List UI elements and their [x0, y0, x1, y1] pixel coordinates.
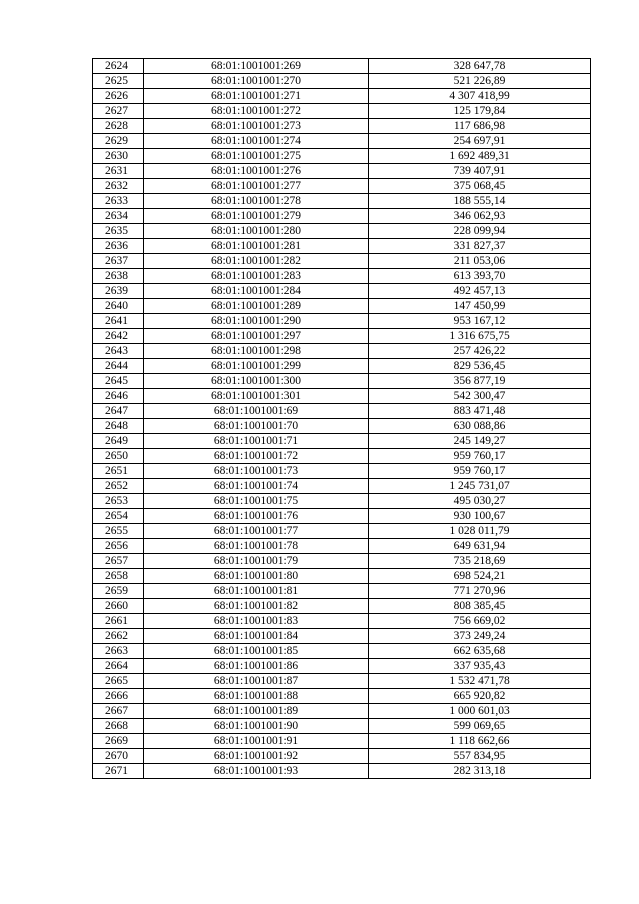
table-row — [93, 254, 591, 269]
table-row — [93, 524, 591, 539]
cadastral-number-cell: 68:01:1001001:88 — [144, 689, 369, 704]
row-number-cell: 2636 — [93, 239, 144, 254]
cadastral-number-cell: 68:01:1001001:76 — [144, 509, 369, 524]
cadastral-number-cell: 68:01:1001001:90 — [144, 719, 369, 734]
cadastral-number-cell: 68:01:1001001:91 — [144, 734, 369, 749]
table-row — [93, 449, 591, 464]
cadastral-number-cell: 68:01:1001001:79 — [144, 554, 369, 569]
row-number-cell: 2659 — [93, 584, 144, 599]
cadastral-number-cell: 68:01:1001001:278 — [144, 194, 369, 209]
cadastral-value-cell: 649 631,94 — [369, 539, 591, 554]
cadastral-value-cell: 228 099,94 — [369, 224, 591, 239]
table-row — [93, 764, 591, 779]
cadastral-value-cell: 356 877,19 — [369, 374, 591, 389]
row-number-cell: 2644 — [93, 359, 144, 374]
table-row — [93, 719, 591, 734]
cadastral-number-cell: 68:01:1001001:84 — [144, 629, 369, 644]
cadastral-value-cell: 245 149,27 — [369, 434, 591, 449]
row-number-cell: 2629 — [93, 134, 144, 149]
row-number-cell: 2669 — [93, 734, 144, 749]
cadastral-value-cell: 4 307 418,99 — [369, 89, 591, 104]
cadastral-number-cell: 68:01:1001001:284 — [144, 284, 369, 299]
cadastral-value-cell: 188 555,14 — [369, 194, 591, 209]
table-row — [93, 314, 591, 329]
table-row — [93, 494, 591, 509]
cadastral-value-cell: 1 118 662,66 — [369, 734, 591, 749]
cadastral-value-cell: 1 000 601,03 — [369, 704, 591, 719]
cadastral-number-cell: 68:01:1001001:275 — [144, 149, 369, 164]
cadastral-number-cell: 68:01:1001001:69 — [144, 404, 369, 419]
table-row — [93, 704, 591, 719]
cadastral-value-cell: 125 179,84 — [369, 104, 591, 119]
table-row — [93, 569, 591, 584]
row-number-cell: 2642 — [93, 329, 144, 344]
table-row — [93, 299, 591, 314]
cadastral-number-cell: 68:01:1001001:290 — [144, 314, 369, 329]
cadastral-number-cell: 68:01:1001001:283 — [144, 269, 369, 284]
row-number-cell: 2643 — [93, 344, 144, 359]
cadastral-number-cell: 68:01:1001001:81 — [144, 584, 369, 599]
table-row — [93, 434, 591, 449]
cadastral-value-cell: 1 532 471,78 — [369, 674, 591, 689]
cadastral-number-cell: 68:01:1001001:300 — [144, 374, 369, 389]
row-number-cell: 2649 — [93, 434, 144, 449]
cadastral-number-cell: 68:01:1001001:269 — [144, 59, 369, 74]
cadastral-value-cell: 662 635,68 — [369, 644, 591, 659]
table-row — [93, 194, 591, 209]
row-number-cell: 2667 — [93, 704, 144, 719]
table-row — [93, 464, 591, 479]
cadastral-value-cell: 698 524,21 — [369, 569, 591, 584]
cadastral-value-cell: 328 647,78 — [369, 59, 591, 74]
row-number-cell: 2638 — [93, 269, 144, 284]
cadastral-value-cell: 630 088,86 — [369, 419, 591, 434]
table-row — [93, 749, 591, 764]
cadastral-value-cell: 599 069,65 — [369, 719, 591, 734]
cadastral-value-cell: 808 385,45 — [369, 599, 591, 614]
row-number-cell: 2632 — [93, 179, 144, 194]
table-row — [93, 404, 591, 419]
cadastral-value-table — [92, 58, 591, 779]
row-number-cell: 2666 — [93, 689, 144, 704]
cadastral-number-cell: 68:01:1001001:273 — [144, 119, 369, 134]
cadastral-number-cell: 68:01:1001001:75 — [144, 494, 369, 509]
cadastral-value-cell: 373 249,24 — [369, 629, 591, 644]
table-row — [93, 209, 591, 224]
cadastral-number-cell: 68:01:1001001:89 — [144, 704, 369, 719]
row-number-cell: 2641 — [93, 314, 144, 329]
cadastral-number-cell: 68:01:1001001:274 — [144, 134, 369, 149]
table-row — [93, 284, 591, 299]
cadastral-number-cell: 68:01:1001001:77 — [144, 524, 369, 539]
cadastral-number-cell: 68:01:1001001:85 — [144, 644, 369, 659]
row-number-cell: 2650 — [93, 449, 144, 464]
cadastral-value-cell: 771 270,96 — [369, 584, 591, 599]
cadastral-number-cell: 68:01:1001001:78 — [144, 539, 369, 554]
row-number-cell: 2662 — [93, 629, 144, 644]
row-number-cell: 2640 — [93, 299, 144, 314]
table-row — [93, 329, 591, 344]
table-row — [93, 599, 591, 614]
cadastral-number-cell: 68:01:1001001:280 — [144, 224, 369, 239]
table-row — [93, 344, 591, 359]
cadastral-value-cell: 613 393,70 — [369, 269, 591, 284]
cadastral-number-cell: 68:01:1001001:72 — [144, 449, 369, 464]
table-row — [93, 734, 591, 749]
cadastral-value-cell: 254 697,91 — [369, 134, 591, 149]
cadastral-number-cell: 68:01:1001001:70 — [144, 419, 369, 434]
table-row — [93, 149, 591, 164]
row-number-cell: 2645 — [93, 374, 144, 389]
table-row — [93, 374, 591, 389]
row-number-cell: 2661 — [93, 614, 144, 629]
cadastral-number-cell: 68:01:1001001:281 — [144, 239, 369, 254]
cadastral-number-cell: 68:01:1001001:71 — [144, 434, 369, 449]
row-number-cell: 2639 — [93, 284, 144, 299]
row-number-cell: 2626 — [93, 89, 144, 104]
cadastral-number-cell: 68:01:1001001:272 — [144, 104, 369, 119]
row-number-cell: 2671 — [93, 764, 144, 779]
cadastral-value-cell: 557 834,95 — [369, 749, 591, 764]
table-row — [93, 419, 591, 434]
cadastral-value-cell: 665 920,82 — [369, 689, 591, 704]
cadastral-value-cell: 829 536,45 — [369, 359, 591, 374]
cadastral-number-cell: 68:01:1001001:73 — [144, 464, 369, 479]
table-row — [93, 269, 591, 284]
table-row — [93, 164, 591, 179]
row-number-cell: 2651 — [93, 464, 144, 479]
row-number-cell: 2670 — [93, 749, 144, 764]
cadastral-number-cell: 68:01:1001001:86 — [144, 659, 369, 674]
table-row — [93, 74, 591, 89]
cadastral-number-cell: 68:01:1001001:276 — [144, 164, 369, 179]
cadastral-number-cell: 68:01:1001001:298 — [144, 344, 369, 359]
row-number-cell: 2628 — [93, 119, 144, 134]
table-row — [93, 659, 591, 674]
cadastral-number-cell: 68:01:1001001:87 — [144, 674, 369, 689]
table-row — [93, 629, 591, 644]
row-number-cell: 2664 — [93, 659, 144, 674]
cadastral-number-cell: 68:01:1001001:297 — [144, 329, 369, 344]
row-number-cell: 2648 — [93, 419, 144, 434]
table-row — [93, 224, 591, 239]
table-row — [93, 554, 591, 569]
table-body — [93, 59, 591, 779]
cadastral-number-cell: 68:01:1001001:282 — [144, 254, 369, 269]
cadastral-value-cell: 959 760,17 — [369, 449, 591, 464]
table-row — [93, 674, 591, 689]
row-number-cell: 2660 — [93, 599, 144, 614]
table-row — [93, 509, 591, 524]
row-number-cell: 2633 — [93, 194, 144, 209]
table-row — [93, 59, 591, 74]
table-row — [93, 389, 591, 404]
cadastral-value-cell: 735 218,69 — [369, 554, 591, 569]
cadastral-number-cell: 68:01:1001001:289 — [144, 299, 369, 314]
row-number-cell: 2630 — [93, 149, 144, 164]
cadastral-number-cell: 68:01:1001001:301 — [144, 389, 369, 404]
cadastral-number-cell: 68:01:1001001:74 — [144, 479, 369, 494]
cadastral-value-cell: 147 450,99 — [369, 299, 591, 314]
cadastral-number-cell: 68:01:1001001:277 — [144, 179, 369, 194]
cadastral-number-cell: 68:01:1001001:271 — [144, 89, 369, 104]
cadastral-value-cell: 1 245 731,07 — [369, 479, 591, 494]
row-number-cell: 2627 — [93, 104, 144, 119]
cadastral-value-cell: 1 028 011,79 — [369, 524, 591, 539]
table-row — [93, 689, 591, 704]
cadastral-value-cell: 953 167,12 — [369, 314, 591, 329]
table-row — [93, 479, 591, 494]
table-row — [93, 119, 591, 134]
cadastral-number-cell: 68:01:1001001:93 — [144, 764, 369, 779]
cadastral-value-cell: 1 316 675,75 — [369, 329, 591, 344]
cadastral-value-cell: 883 471,48 — [369, 404, 591, 419]
table-row — [93, 584, 591, 599]
row-number-cell: 2635 — [93, 224, 144, 239]
row-number-cell: 2657 — [93, 554, 144, 569]
cadastral-value-cell: 346 062,93 — [369, 209, 591, 224]
cadastral-value-cell: 211 053,06 — [369, 254, 591, 269]
cadastral-number-cell: 68:01:1001001:80 — [144, 569, 369, 584]
row-number-cell: 2658 — [93, 569, 144, 584]
cadastral-value-cell: 492 457,13 — [369, 284, 591, 299]
cadastral-number-cell: 68:01:1001001:270 — [144, 74, 369, 89]
cadastral-value-cell: 930 100,67 — [369, 509, 591, 524]
table-row — [93, 104, 591, 119]
cadastral-value-cell: 521 226,89 — [369, 74, 591, 89]
row-number-cell: 2646 — [93, 389, 144, 404]
row-number-cell: 2655 — [93, 524, 144, 539]
cadastral-value-cell: 257 426,22 — [369, 344, 591, 359]
cadastral-value-cell: 1 692 489,31 — [369, 149, 591, 164]
cadastral-value-cell: 959 760,17 — [369, 464, 591, 479]
table-row — [93, 134, 591, 149]
row-number-cell: 2654 — [93, 509, 144, 524]
cadastral-number-cell: 68:01:1001001:83 — [144, 614, 369, 629]
row-number-cell: 2647 — [93, 404, 144, 419]
table-row — [93, 644, 591, 659]
cadastral-value-cell: 282 313,18 — [369, 764, 591, 779]
cadastral-value-cell: 331 827,37 — [369, 239, 591, 254]
cadastral-number-cell: 68:01:1001001:299 — [144, 359, 369, 374]
table-row — [93, 89, 591, 104]
cadastral-value-cell: 337 935,43 — [369, 659, 591, 674]
cadastral-value-cell: 375 068,45 — [369, 179, 591, 194]
table-row — [93, 179, 591, 194]
table-row — [93, 614, 591, 629]
row-number-cell: 2656 — [93, 539, 144, 554]
row-number-cell: 2624 — [93, 59, 144, 74]
row-number-cell: 2663 — [93, 644, 144, 659]
table-row — [93, 239, 591, 254]
row-number-cell: 2653 — [93, 494, 144, 509]
cadastral-value-cell: 117 686,98 — [369, 119, 591, 134]
table-row — [93, 539, 591, 554]
row-number-cell: 2631 — [93, 164, 144, 179]
cadastral-number-cell: 68:01:1001001:279 — [144, 209, 369, 224]
row-number-cell: 2665 — [93, 674, 144, 689]
cadastral-value-cell: 542 300,47 — [369, 389, 591, 404]
table-row — [93, 359, 591, 374]
row-number-cell: 2668 — [93, 719, 144, 734]
cadastral-value-cell: 739 407,91 — [369, 164, 591, 179]
cadastral-number-cell: 68:01:1001001:92 — [144, 749, 369, 764]
row-number-cell: 2652 — [93, 479, 144, 494]
cadastral-number-cell: 68:01:1001001:82 — [144, 599, 369, 614]
row-number-cell: 2637 — [93, 254, 144, 269]
cadastral-value-cell: 756 669,02 — [369, 614, 591, 629]
cadastral-value-cell: 495 030,27 — [369, 494, 591, 509]
row-number-cell: 2634 — [93, 209, 144, 224]
row-number-cell: 2625 — [93, 74, 144, 89]
